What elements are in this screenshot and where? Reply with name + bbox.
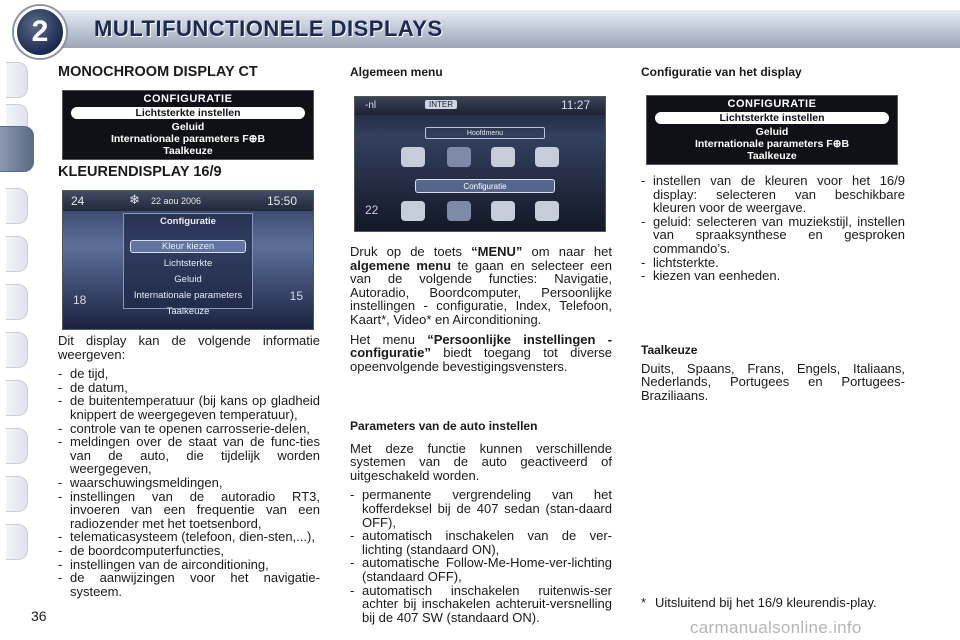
snowflake-icon: ❄	[129, 192, 140, 207]
chapter-tab[interactable]	[6, 524, 28, 560]
list-item: - automatische Follow-Me-Home-ver-lichting (standaard OFF),	[350, 556, 612, 583]
params-title: Parameters van de auto instellen	[350, 419, 538, 433]
list-item: - lichtsterkte.	[641, 256, 905, 270]
language-text: Duits, Spaans, Frans, Engels, Italiaans, Nederlands, Portugees en Portugees-Braziliaans.	[641, 360, 905, 403]
screen-item: Geluid	[755, 126, 789, 138]
list-item: - automatisch inschakelen van de ver-lichting (standaard ON),	[350, 529, 612, 556]
general-menu-image	[354, 96, 606, 232]
document-icon	[535, 147, 559, 167]
screen-title: Configuratie	[160, 216, 216, 227]
column-right-text	[641, 174, 905, 283]
screen-badge: INTER	[425, 100, 457, 109]
page-header	[0, 0, 960, 56]
params-intro: Met deze functie kunnen verschillende systemen van de auto geactiveerd of uitgeschakeld worden.	[350, 440, 612, 483]
personal-settings-paragraph: Het menu “Persoonlijke instellingen - configuratie” biedt toegang tot diverse opeenvolgende bevestigingsvensters.	[350, 331, 612, 374]
list-item: - controle van te openen carrosserie-delen,	[58, 422, 320, 436]
color-display-title: KLEURENDISPLAY 16/9	[58, 164, 222, 180]
list-item: - automatisch inschakelen ruitenwis-ser achter bij inschakelen achteruit-versnelling bij de 407 SW (standaard ON).	[350, 584, 612, 625]
index-icon	[401, 201, 425, 221]
chapter-tab[interactable]	[6, 236, 28, 272]
screen-item-selected: Lichtsterkte instellen	[71, 107, 305, 119]
column-left	[58, 66, 320, 80]
map-icon	[491, 201, 515, 221]
screen-item: Geluid	[171, 121, 205, 133]
computer-icon	[491, 147, 515, 167]
screen-side-right: 15	[289, 289, 303, 303]
footnote-star: *	[641, 595, 647, 610]
flag-badge-icon: F⊕B	[826, 138, 850, 150]
screen-date: 22 aou 2006	[151, 196, 202, 206]
list-item: - meldingen over de staat van de func-ties van de auto, die tijdelijk worden weergegeven,	[58, 435, 320, 476]
chapter-tab-active[interactable]	[0, 126, 34, 172]
chapter-tab[interactable]	[6, 476, 28, 512]
list-item: - instellingen van de airconditioning,	[58, 558, 320, 572]
list-item: - instellen van de kleuren voor het 16/9 display: selecteren van beschikbare kleuren voor de weergave.	[641, 174, 905, 215]
screen-item-selected: Lichtsterkte instellen	[655, 112, 889, 124]
screen-time: 15:50	[267, 194, 298, 208]
screen-statusbar	[355, 97, 605, 115]
menu-key-label: “MENU”	[471, 244, 523, 259]
screen-title: CONFIGURATIE	[143, 93, 233, 105]
chapter-tabs	[0, 60, 34, 580]
screen-item-selected: Configuratie	[415, 179, 555, 193]
chapter-tab[interactable]	[6, 284, 28, 320]
list-item: - waarschuwingsmeldingen,	[58, 476, 320, 490]
column-right-head	[641, 66, 905, 80]
list-item: - permanente vergrendeling van het kofferdeksel bij de 407 sedan (stan-daard OFF),	[350, 488, 612, 529]
screen-item-selected: Kleur kiezen	[130, 240, 246, 253]
navigation-icon	[401, 147, 425, 167]
list-item: - instellingen van de autoradio RT3, invoeren van een frequentie van een radiozender met het toetsenbord,	[58, 490, 320, 531]
list-item: - de boordcomputerfuncties,	[58, 544, 320, 558]
screen-item: Taalkeuze	[163, 145, 213, 157]
page-title: MULTIFUNCTIONELE DISPLAYS	[94, 16, 443, 41]
screen-item: Taalkeuze	[166, 306, 210, 317]
screen-title: CONFIGURATIE	[727, 98, 817, 110]
list-item: - de buitentemperatuur (bij kans op gladheid knippert de weergegeven temperatuur),	[58, 394, 320, 421]
screen-item: Internationale parameters F⊕B	[110, 133, 266, 145]
chapter-tab[interactable]	[6, 62, 28, 98]
column-left-2	[58, 166, 320, 180]
screen-item: Internationale parameters F⊕B	[694, 138, 850, 150]
general-menu-title: Algemeen menu	[350, 65, 443, 79]
airco-icon	[535, 201, 559, 221]
screen-item: Lichtsterkte	[163, 258, 213, 269]
column-middle-text	[350, 245, 612, 373]
phone-icon	[447, 201, 471, 221]
display-config-title: Configuratie van het display	[641, 65, 802, 79]
display-info-list	[58, 367, 320, 598]
flag-badge-icon: F⊕B	[242, 133, 266, 145]
screen-left-top: -nl	[365, 100, 377, 111]
general-menu-paragraph: Druk op de toets “MENU” om naar het algemene menu te gaan en selecteer een van de volgende functies: Navigatie, Autoradio, Boordcomputer, Persoonlijke instellingen - configuratie, Index, Telefoon, Kaart*, Video* en Airconditioning.	[350, 244, 612, 327]
column-middle-head	[350, 66, 612, 80]
chapter-badge: 2	[14, 6, 66, 58]
chapter-tab[interactable]	[6, 428, 28, 464]
color-display-image	[62, 190, 314, 330]
params-list	[350, 488, 612, 624]
intro-text: Dit display kan de volgende informatie weergeven:	[58, 333, 320, 362]
screen-statusbar	[63, 191, 313, 211]
list-item: - de aanwijzingen voor het navigatie-systeem.	[58, 571, 320, 598]
column-middle-params	[350, 420, 612, 624]
column-right-lang	[641, 344, 905, 402]
list-item: - telematicasysteem (telefoon, dien-sten,...),	[58, 530, 320, 544]
chapter-tab[interactable]	[6, 188, 28, 224]
screen-side-number: 22	[365, 203, 379, 217]
chapter-tab[interactable]	[6, 380, 28, 416]
screen-menu-panel	[123, 213, 253, 317]
mono-display-title: MONOCHROOM DISPLAY CT	[58, 64, 258, 80]
language-title: Taalkeuze	[641, 343, 698, 357]
screen-item: Taalkeuze	[747, 150, 797, 162]
footnote-text: Uitsluitend bij het 16/9 kleurendis-play.	[655, 595, 877, 610]
screen-title: Hoofdmenu	[425, 127, 545, 139]
screen-side-left: 18	[73, 293, 87, 307]
radio-icon	[447, 147, 471, 167]
page-number: 36	[31, 608, 47, 624]
chapter-tab[interactable]	[6, 332, 28, 368]
column-left-text	[58, 334, 320, 598]
list-item: - kiezen van eenheden.	[641, 269, 905, 283]
list-item: - geluid: selecteren van muziekstijl, instellen van spraaksynthese en gesproken commando’s.	[641, 215, 905, 256]
display-config-image	[646, 95, 898, 165]
screen-time: 11:27	[561, 98, 591, 112]
screen-item: Internationale parameters	[133, 290, 243, 301]
watermark: carmanualsonline.info	[690, 618, 862, 637]
list-item: - de datum,	[58, 381, 320, 395]
screen-item: Geluid	[174, 274, 202, 285]
footnote	[641, 596, 905, 610]
mono-display-image	[62, 90, 314, 160]
display-config-list	[641, 174, 905, 283]
screen-temp: 24	[71, 194, 85, 208]
list-item: - de tijd,	[58, 367, 320, 381]
